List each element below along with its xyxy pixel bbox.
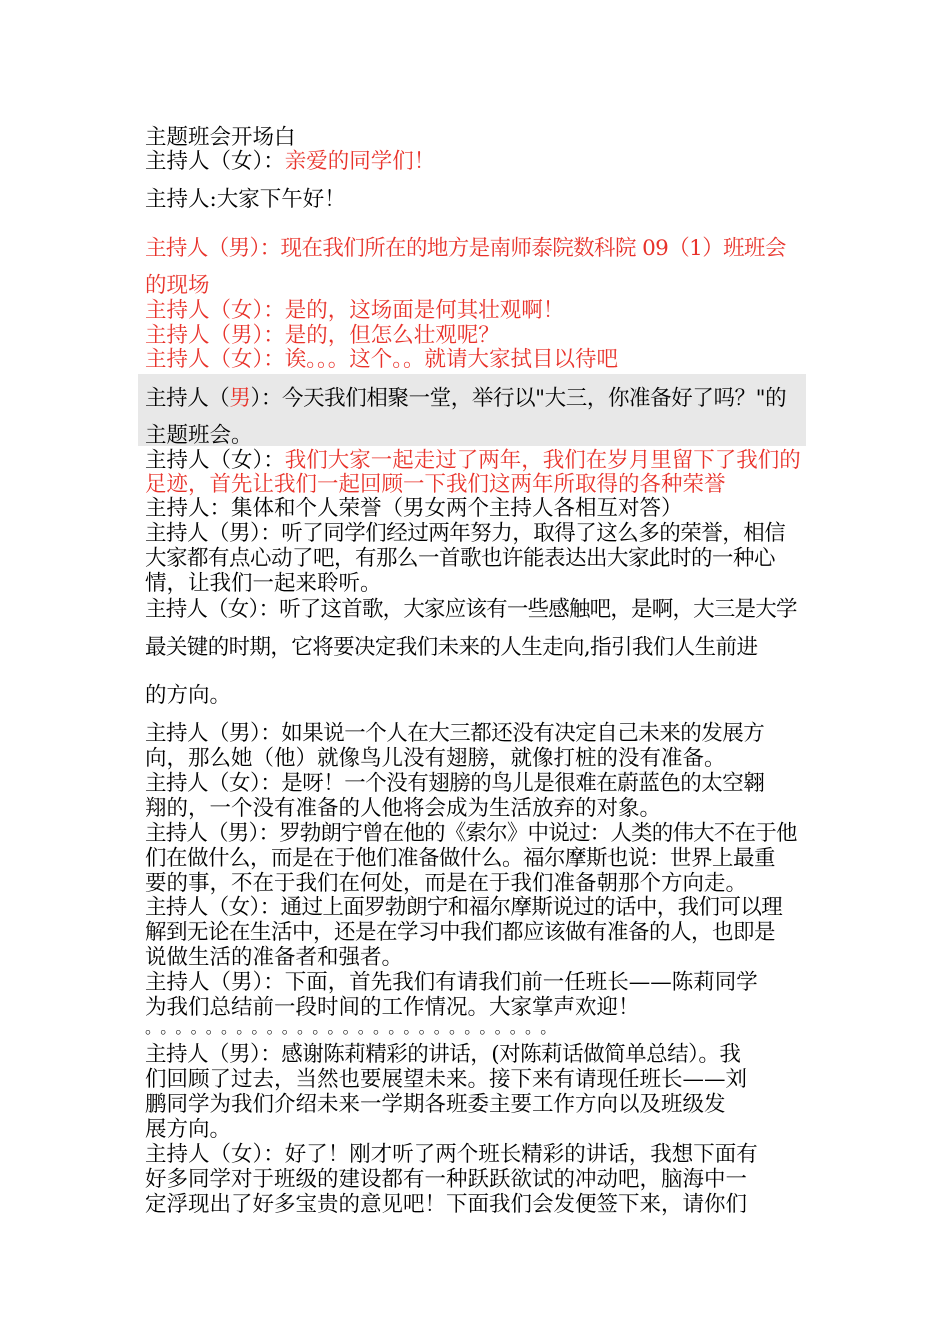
paragraph-line: 主持人（男）：感谢陈莉精彩的讲话，(对陈莉话做简单总结）。我 <box>145 1042 741 1067</box>
speaker-label: 主持人（女）： <box>145 149 285 174</box>
paragraph-line: 解到无论在生活中，还是在学习中我们都应该做有准备的人，也即是 <box>145 920 776 945</box>
paragraph-line: 翔的，一个没有准备的人他将会成为生活放弃的对象。 <box>145 796 662 821</box>
speaker-label: 主持人（ <box>145 386 230 411</box>
paragraph-line <box>145 387 786 411</box>
paragraph-line: 主持人（女）：好了！刚才听了两个班长精彩的讲话，我想下面有 <box>145 1142 758 1167</box>
paragraph-line: 好多同学对于班级的建设都有一种跃跃欲试的冲动吧，脑海中一 <box>145 1167 748 1192</box>
paragraph-line: 们在做什么，而是在于他们准备做什么。福尔摩斯也说：世界上最重 <box>145 846 776 871</box>
paragraph-line: 说做生活的准备者和强者。 <box>145 945 404 970</box>
paragraph-line: 展方向。 <box>145 1117 232 1142</box>
document-title: 主题班会开场白 <box>145 125 296 150</box>
paragraph-line: 主持人:大家下午好！ <box>145 187 346 212</box>
paragraph-line: 主持人（男）：听了同学们经过两年努力，取得了这么多的荣誉，相信 <box>145 521 786 546</box>
paragraph-line: 鹏同学为我们介绍未来一学期各班委主要工作方向以及班级发 <box>145 1092 726 1117</box>
paragraph-line: 的现场 <box>145 273 210 298</box>
paragraph-line: 定浮现出了好多宝贵的意见吧！下面我们会发便签下来，请你们 <box>145 1192 748 1217</box>
highlighted-text: 男 <box>229 386 251 411</box>
paragraph-line: 主题班会。 <box>145 423 253 448</box>
line-text: ）：今天我们相聚一堂，举行以"大三，你准备好了吗？"的 <box>250 386 787 411</box>
paragraph-line: 情，让我们一起来聆听。 <box>145 571 382 596</box>
highlighted-text: 我们大家一起走过了两年，我们在岁月里留下了我们的 <box>284 448 801 473</box>
paragraph-line: 主持人（女）：通过上面罗勃朗宁和福尔摩斯说过的话中，我们可以理 <box>145 895 783 920</box>
paragraph-line: 主持人（男）：是的，但怎么壮观呢？ <box>145 323 500 348</box>
paragraph-line: 主持人（男）：如果说一个人在大三都还没有决定自己未来的发展方 <box>145 721 765 746</box>
paragraph-line: 主持人（男）：下面，首先我们有请我们前一任班长——陈莉同学 <box>145 970 758 995</box>
paragraph-line <box>145 449 801 473</box>
paragraph-line: 主持人：集体和个人荣誉（男女两个主持人各相互对答） <box>145 496 683 521</box>
paragraph-line: 的方向。 <box>145 683 232 708</box>
paragraph-line: 主持人（男）：现在我们所在的地方是南师泰院数科院 09（1）班班会 <box>145 236 786 261</box>
paragraph-line: 主持人（男）：罗勃朗宁曾在他的《索尔》中说过：人类的伟大不在于他 <box>145 821 797 846</box>
paragraph-line: 们回顾了过去，当然也要展望未来。接下来有请现任班长——刘 <box>145 1067 748 1092</box>
paragraph-line: 主持人（女）：是呀！一个没有翅膀的鸟儿是很难在蔚蓝色的太空翱 <box>145 771 765 796</box>
paragraph-line: 主持人（女）：是的，这场面是何其壮观啊！ <box>145 298 565 323</box>
paragraph-line: 大家都有点心动了吧，有那么一首歌也许能表达出大家此时的一种心 <box>145 546 776 571</box>
paragraph-line: 向，那么她（他）就像鸟儿没有翅膀，就像打桩的没有准备。 <box>145 746 726 771</box>
paragraph-line: 要的事，不在于我们在何处，而是在于我们准备朝那个方向走。 <box>145 871 748 896</box>
paragraph-line: 最关键的时期，它将要决定我们未来的人生走向,指引我们人生前进 <box>145 635 758 660</box>
paragraph-line: 为我们总结前一段时间的工作情况。大家掌声欢迎！ <box>145 995 640 1020</box>
paragraph-line: 主持人（女）：诶。。。这个。。就请大家拭目以待吧 <box>145 347 619 372</box>
paragraph-line <box>145 150 435 174</box>
paragraph-line: 足迹，首先让我们一起回顾一下我们这两年所取得的各种荣誉 <box>145 472 726 497</box>
highlighted-text: 亲爱的同学们！ <box>284 149 436 174</box>
ellipsis-line: 。。。。。。。。。。。。。。。。。。。。。。。。。。。 <box>145 1018 564 1037</box>
paragraph-line: 主持人（女）：听了这首歌，大家应该有一些感触吧，是啊，大三是大学 <box>145 597 797 622</box>
speaker-label: 主持人（女）： <box>145 448 285 473</box>
